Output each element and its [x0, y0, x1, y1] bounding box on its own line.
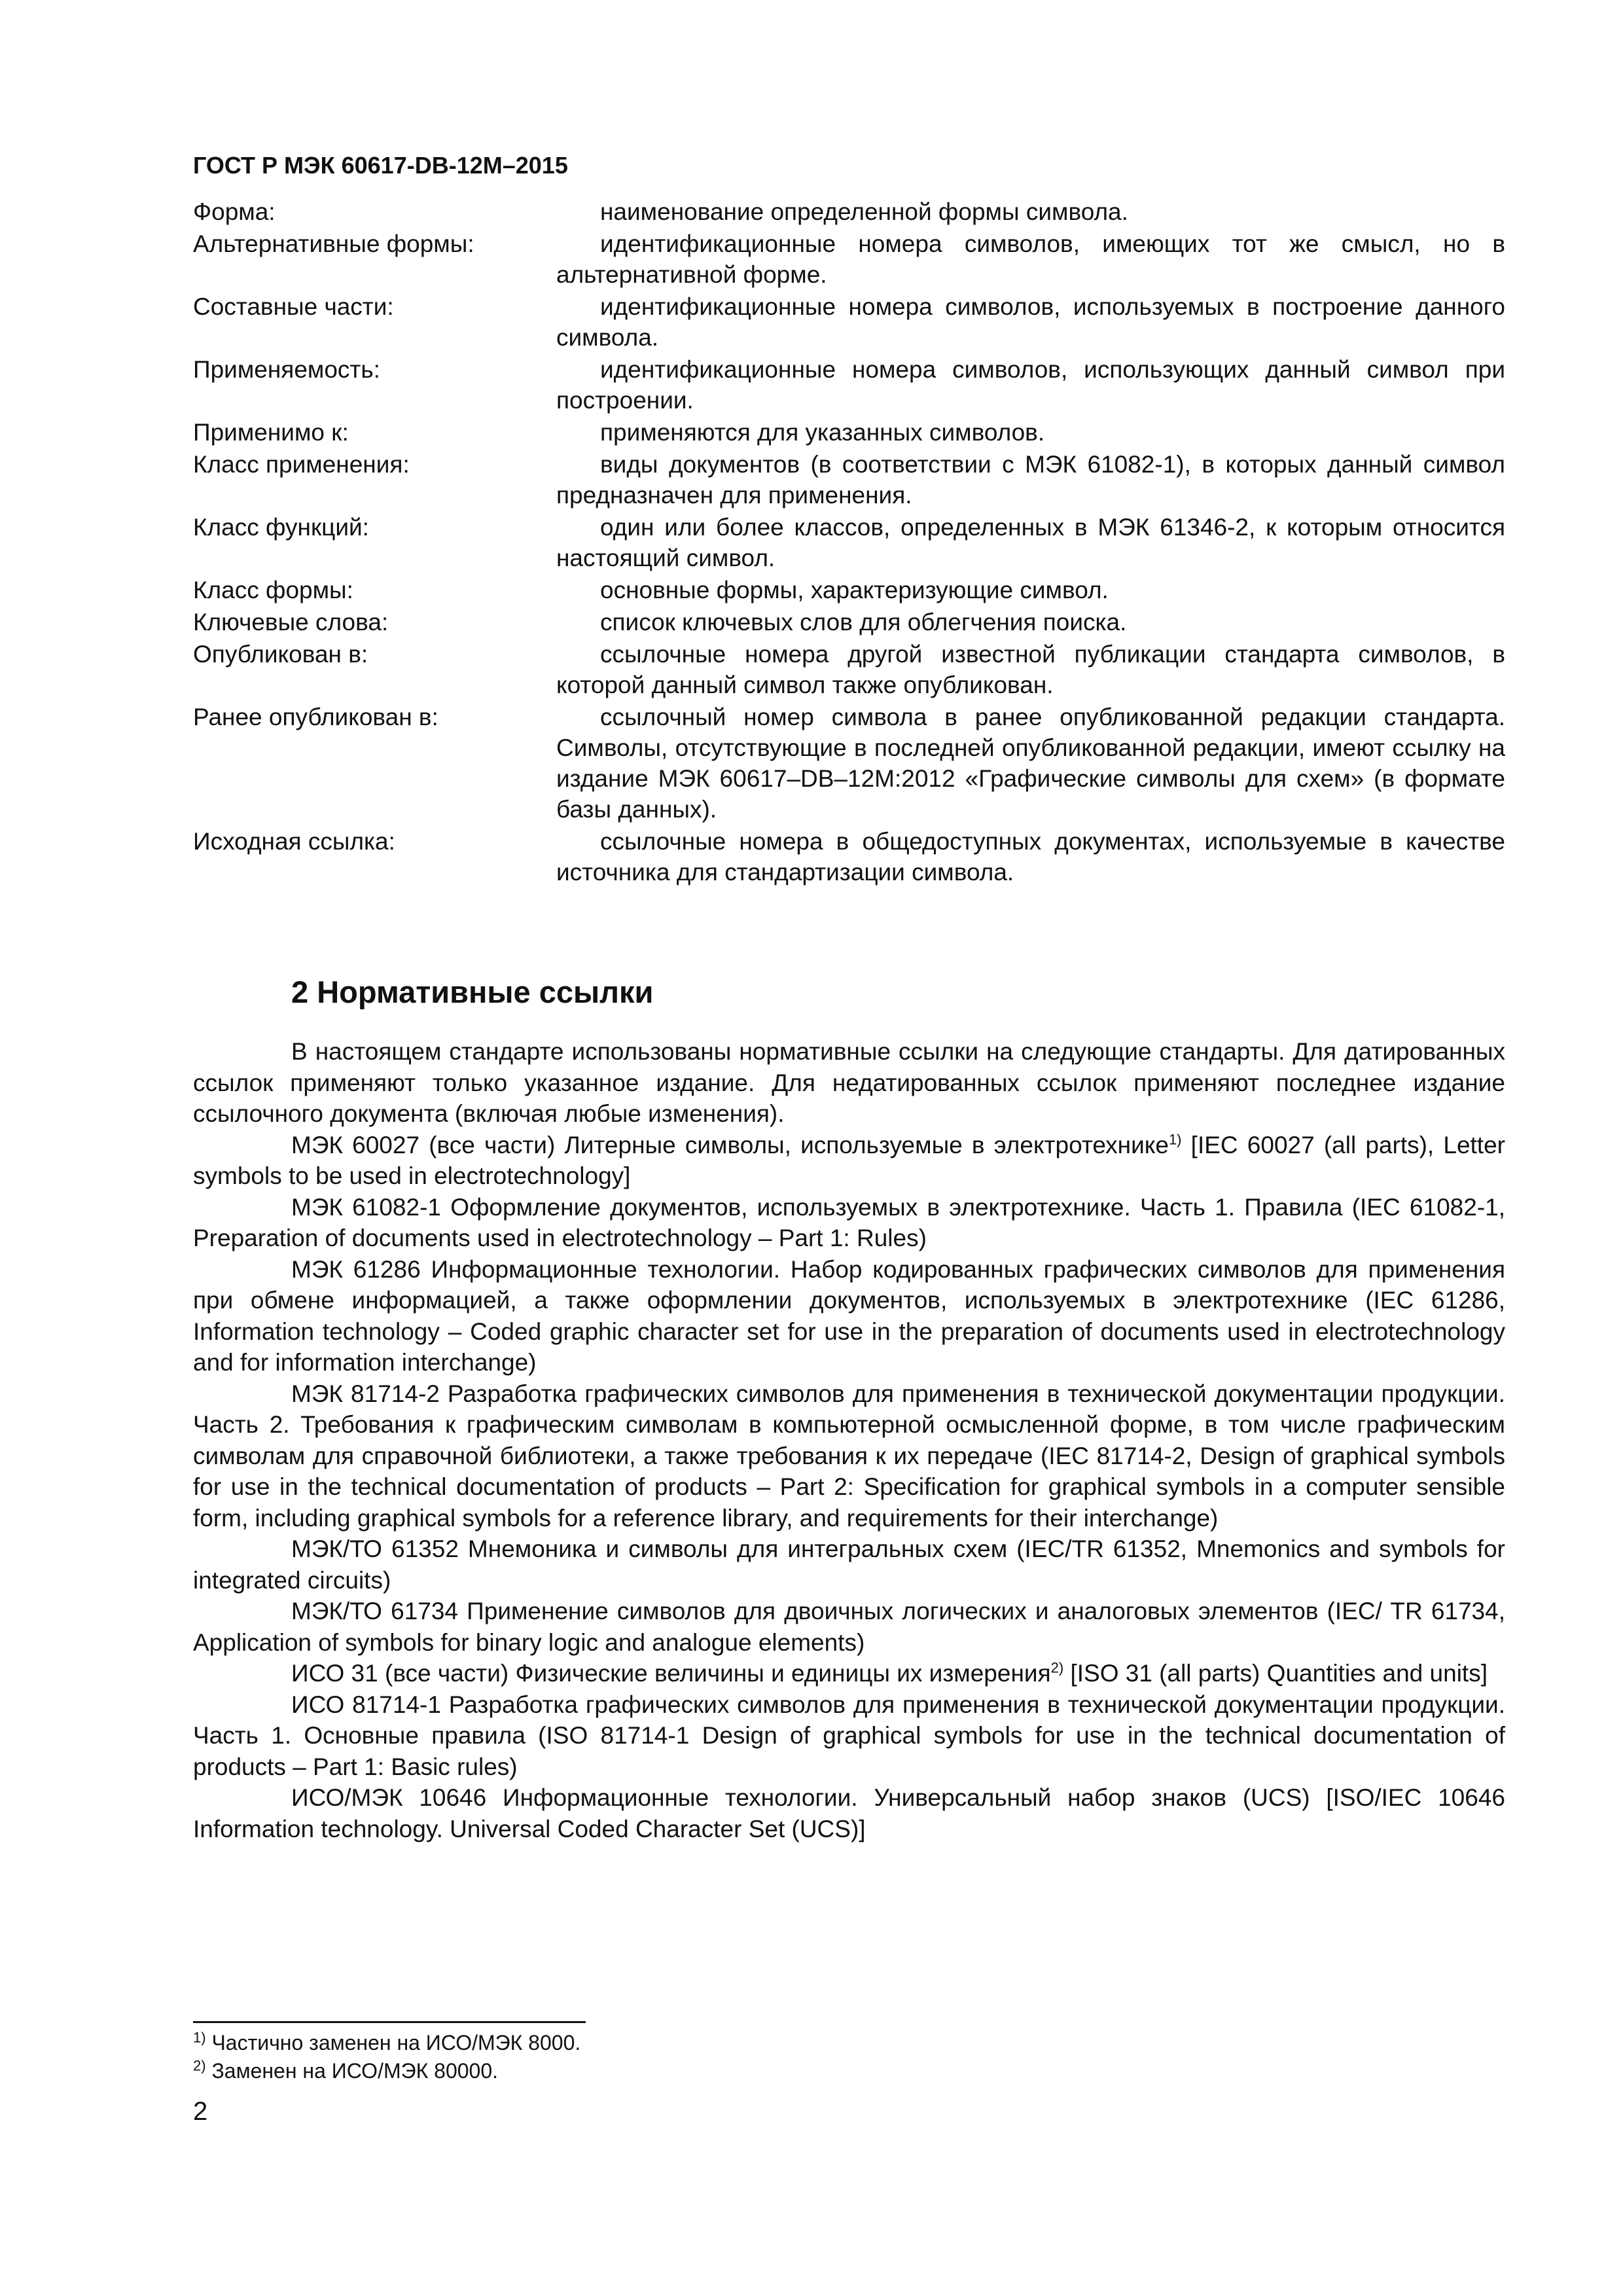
reference-text: ИСО 31 (все части) Физические величины и единицы их измерения: [291, 1660, 1051, 1687]
document-header: ГОСТ Р МЭК 60617-DB-12M–2015: [193, 152, 568, 179]
reference-text: МЭК 60027 (все части) Литерные символы, используемые в электротехнике: [291, 1131, 1169, 1158]
definition-description: применяются для указанных символов.: [600, 419, 1045, 446]
footnote-divider: [193, 2021, 586, 2023]
normative-references: [193, 1036, 1505, 1844]
reference-paragraph: МЭК/ТО 61734 Применение символов для двоичных логических и аналоговых элементов (IEC/ TR 61734, Application of symbols for binary logic and analogue elements): [193, 1598, 1505, 1656]
footnote-mark: 2): [1050, 1659, 1064, 1676]
definition-description: идентификационные номера символов, имеющих тот же смысл, но в альтернативной форме.: [556, 230, 1505, 288]
reference-text: [ISO 31 (all parts) Quantities and units]: [1063, 1660, 1488, 1687]
definition-term: Форма:: [193, 198, 276, 225]
definition-description: основные формы, характеризующие символ.: [600, 577, 1109, 603]
footnotes: [193, 2029, 580, 2085]
reference-paragraph: МЭК/ТО 61352 Мнемоника и символы для интегральных схем (IEC/TR 61352, Mnemonics and symbols for integrated circuits): [193, 1535, 1505, 1594]
section-title: 2 Нормативные ссылки: [291, 975, 654, 1009]
definition-row: [193, 702, 1505, 825]
definition-row: [193, 639, 1505, 700]
definition-term: Класс применения:: [193, 451, 410, 478]
footnote: [193, 2029, 580, 2057]
definition-row: [193, 826, 1505, 888]
definition-term: Исходная ссылка:: [193, 828, 395, 855]
definition-row: [193, 575, 1505, 605]
definition-term: Опубликован в:: [193, 641, 368, 668]
definition-term: Класс функций:: [193, 514, 369, 541]
definition-description: наименование определенной формы символа.: [600, 198, 1128, 225]
reference-paragraph: ИСО 81714-1 Разработка графических символов для применения в технической документации продукции. Часть 1. Основные правила (ISO 81714-1 Design of graphical symbols for use in the technical documentation of products – Part 1: Basic rules): [193, 1691, 1505, 1780]
definition-description: один или более классов, определенных в МЭК 61346-2, к которым относится настоящий символ.: [556, 514, 1505, 571]
definition-description: ссылочные номера в общедоступных документах, используемые в качестве источника для стандартизации символа.: [556, 828, 1505, 886]
reference-text: [IEC 60027 (all parts), Letter symbols to be used in electrotechnology]: [193, 1131, 1505, 1189]
definition-row: [193, 228, 1505, 290]
definition-row: [193, 607, 1505, 637]
footnote-mark: 1): [193, 2029, 206, 2046]
definition-row: [193, 354, 1505, 416]
footnote-mark: 1): [1168, 1131, 1182, 1148]
definition-term: Класс формы:: [193, 577, 353, 603]
reference-paragraph: МЭК 61082-1 Оформление документов, используемых в электротехнике. Часть 1. Правила (IEC 61082-1, Preparation of documents used in electrotechnology – Part 1: Rules): [193, 1193, 1505, 1251]
definition-row: [193, 512, 1505, 573]
definition-term: Альтернативные формы:: [193, 230, 474, 257]
definition-description: ссылочные номера другой известной публикации стандарта символов, в которой данный символ также опубликован.: [556, 641, 1505, 698]
definition-description: идентификационные номера символов, использующих данный символ при построении.: [556, 356, 1505, 414]
reference-paragraph: ИСО/МЭК 10646 Информационные технологии. Универсальный набор знаков (UCS) [ISO/IEC 10646 Information technology. Universal Coded Character Set (UCS)]: [193, 1784, 1505, 1842]
definition-row: [193, 196, 1505, 227]
definition-term: Составные части:: [193, 293, 394, 320]
reference-paragraph: [193, 1130, 1505, 1192]
footnote: [193, 2057, 580, 2085]
definition-term: Применяемость:: [193, 356, 380, 383]
definition-term: Ранее опубликован в:: [193, 704, 438, 730]
definition-row: [193, 417, 1505, 448]
definition-row: [193, 449, 1505, 511]
definition-description: список ключевых слов для облегчения поиска.: [600, 609, 1127, 636]
definition-term: Применимо к:: [193, 419, 349, 446]
footnote-text: Частично заменен на ИСО/МЭК 8000.: [205, 2031, 581, 2054]
reference-paragraph: [193, 1658, 1505, 1689]
definition-list: [193, 196, 1505, 889]
definition-row: [193, 291, 1505, 353]
footnote-text: Заменен на ИСО/МЭК 80000.: [205, 2059, 499, 2083]
footnote-mark: 2): [193, 2057, 206, 2074]
definition-description: идентификационные номера символов, используемых в построение данного символа.: [556, 293, 1505, 351]
section-intro: В настоящем стандарте использованы нормативные ссылки на следующие стандарты. Для датированных ссылок применяют только указанное издание. Для недатированных ссылок применяют последнее издание ссылочного документа (включая любые изменения).: [193, 1038, 1505, 1127]
reference-paragraph: МЭК 81714-2 Разработка графических символов для применения в технической документации продукции. Часть 2. Требования к графическим символам в компьютерной осмысленной форме, в том числе графическим символам для справочной библиотеки, а также требования к их передаче (IEC 81714-2, Design of graphical symbols for use in the technical documentation of products – Part 2: Specification for graphical symbols in a computer sensible form, including graphical symbols for a reference library, and requirements for their interchange): [193, 1380, 1505, 1532]
definition-description: виды документов (в соответствии с МЭК 61082-1), в которых данный символ предназначен для применения.: [556, 451, 1505, 509]
definition-description: ссылочный номер символа в ранее опубликованной редакции стандарта. Символы, отсутствующие в последней опубликованной редакции, имеют ссылку на издание МЭК 60617–DB–12M:2012 «Графические символы для схем» (в формате базы данных).: [556, 704, 1505, 823]
reference-paragraph: МЭК 61286 Информационные технологии. Набор кодированных графических символов для применения при обмене информацией, а также оформлении документов, используемых в электротехнике (IEC 61286, Information technology – Coded graphic character set for use in the preparation of documents used in electrotechnology and for information interchange): [193, 1255, 1505, 1376]
definition-term: Ключевые слова:: [193, 609, 389, 636]
page-number: 2: [193, 2097, 208, 2126]
